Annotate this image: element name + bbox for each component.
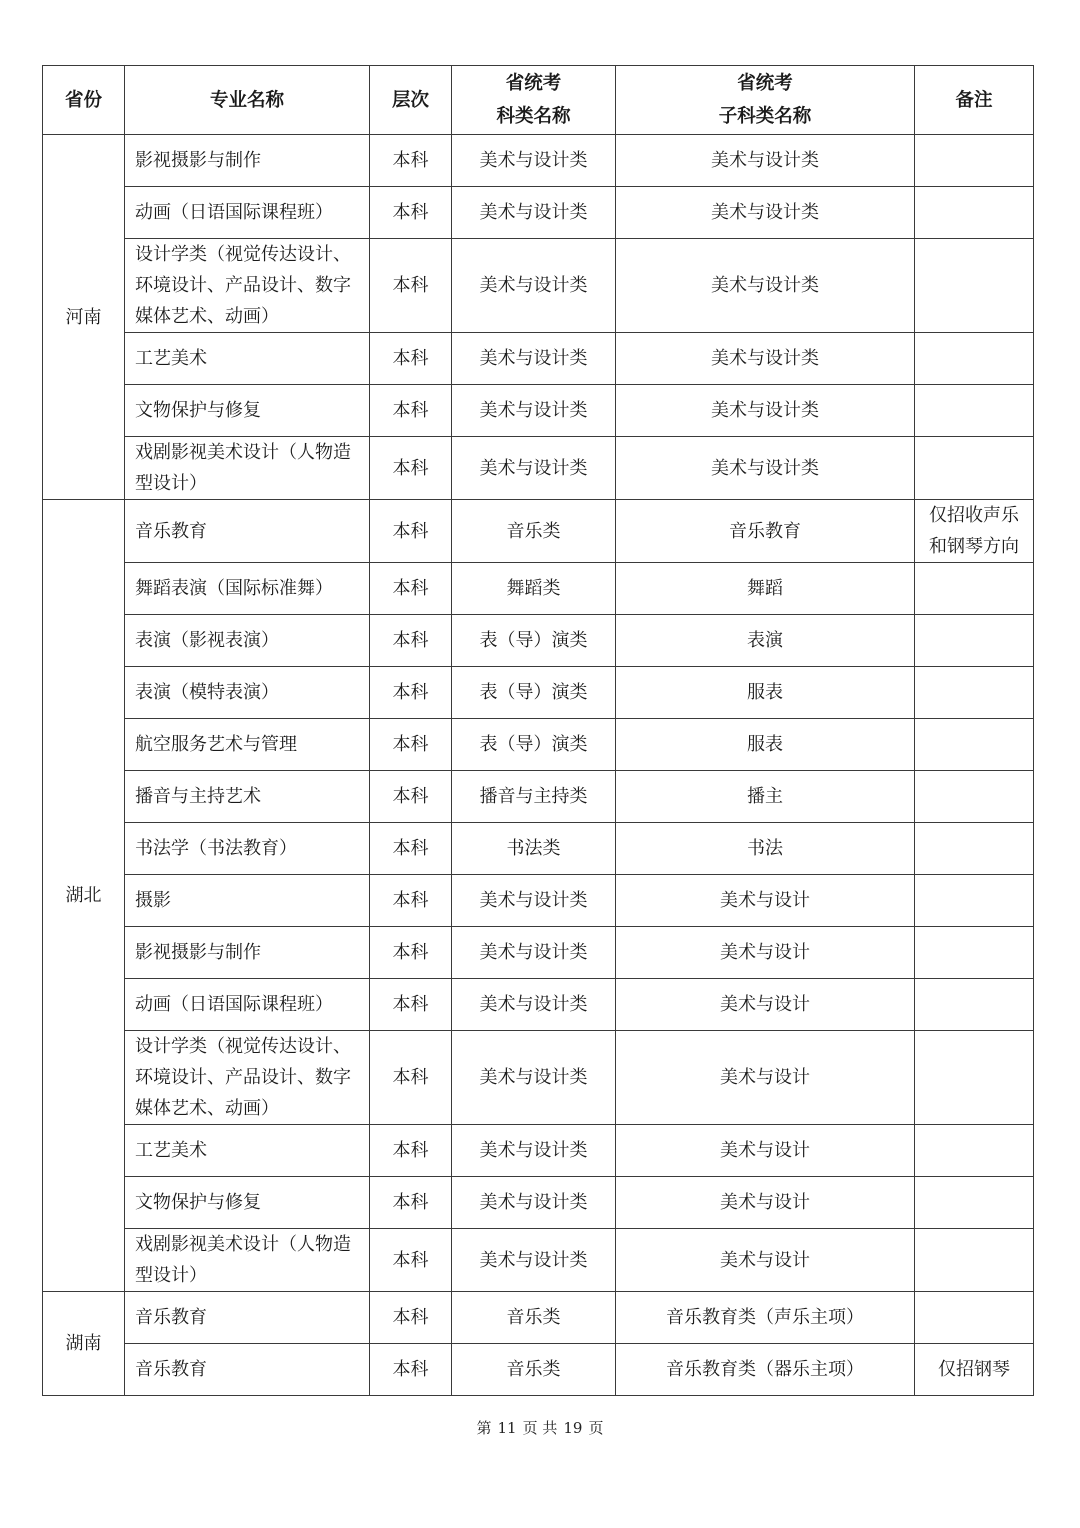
level-cell: 本科: [370, 823, 452, 875]
major-line: 动画（日语国际课程班）: [135, 202, 333, 223]
note-cell: [915, 875, 1034, 927]
major-line: 影视摄影与制作: [135, 150, 261, 171]
category-cell: 美术与设计类: [452, 385, 616, 437]
major-cell: [125, 719, 370, 771]
category-cell: 音乐类: [452, 1344, 616, 1396]
level-cell: 本科: [370, 1344, 452, 1396]
header-text: 科类名称: [496, 106, 571, 127]
major-cell: [125, 135, 370, 187]
admissions-table: [42, 65, 1034, 1396]
note-cell: [915, 927, 1034, 979]
category-cell: 舞蹈类: [452, 563, 616, 615]
major-cell: [125, 333, 370, 385]
subcategory-cell: 音乐教育类（器乐主项）: [616, 1344, 915, 1396]
major-cell: [125, 875, 370, 927]
header-subcategory: [616, 66, 915, 135]
table-row: [43, 135, 1034, 187]
footer-suffix: 页: [588, 1419, 604, 1437]
province-cell: 河南: [43, 135, 125, 500]
note-cell: [915, 1125, 1034, 1177]
category-cell: 表（导）演类: [452, 719, 616, 771]
subcategory-cell: 书法: [616, 823, 915, 875]
subcategory-cell: 音乐教育类（声乐主项）: [616, 1292, 915, 1344]
category-cell: 美术与设计类: [452, 1177, 616, 1229]
table-row: [43, 823, 1034, 875]
major-line: 表演（影视表演）: [135, 630, 279, 651]
category-cell: 美术与设计类: [452, 1125, 616, 1177]
header-text: 省统考: [737, 73, 793, 94]
major-cell: [125, 771, 370, 823]
subcategory-cell: 美术与设计: [616, 979, 915, 1031]
note-line: 仅招钢琴: [938, 1359, 1010, 1380]
footer-middle: 页 共: [522, 1419, 558, 1437]
major-line: 媒体艺术、动画）: [135, 1098, 279, 1119]
level-cell: 本科: [370, 1292, 452, 1344]
category-cell: 美术与设计类: [452, 927, 616, 979]
major-line: 环境设计、产品设计、数字: [135, 275, 351, 296]
category-cell: 美术与设计类: [452, 437, 616, 500]
header-note: [915, 66, 1034, 135]
major-line: 摄影: [135, 890, 171, 911]
major-line: 设计学类（视觉传达设计、: [135, 244, 351, 265]
page-footer: [0, 1417, 1080, 1438]
note-cell: [915, 1292, 1034, 1344]
category-cell: 美术与设计类: [452, 979, 616, 1031]
category-cell: 美术与设计类: [452, 1031, 616, 1125]
header-text: 省统考: [505, 73, 562, 94]
major-cell: [125, 1292, 370, 1344]
subcategory-cell: 美术与设计类: [616, 187, 915, 239]
subcategory-cell: 美术与设计类: [616, 135, 915, 187]
table-row: [43, 875, 1034, 927]
major-line: 文物保护与修复: [135, 400, 261, 421]
note-cell: [915, 333, 1034, 385]
note-cell: [915, 1031, 1034, 1125]
table-row: [43, 1177, 1034, 1229]
major-line: 表演（模特表演）: [135, 682, 279, 703]
major-line: 媒体艺术、动画）: [135, 306, 279, 327]
header-text: 层次: [391, 89, 429, 111]
major-cell: [125, 437, 370, 500]
category-cell: 美术与设计类: [452, 187, 616, 239]
note-cell: [915, 1177, 1034, 1229]
header-major: [125, 66, 370, 135]
table-row: [43, 719, 1034, 771]
level-cell: 本科: [370, 437, 452, 500]
major-line: 设计学类（视觉传达设计、: [135, 1036, 351, 1057]
subcategory-cell: 美术与设计: [616, 927, 915, 979]
table-row: [43, 615, 1034, 667]
category-cell: 表（导）演类: [452, 667, 616, 719]
note-cell: [915, 615, 1034, 667]
level-cell: 本科: [370, 615, 452, 667]
table-row: [43, 1031, 1034, 1125]
header-level: [370, 66, 452, 135]
subcategory-cell: 舞蹈: [616, 563, 915, 615]
major-cell: [125, 1125, 370, 1177]
note-cell: [915, 719, 1034, 771]
table-row: [43, 239, 1034, 333]
header-province: [43, 66, 125, 135]
category-cell: 美术与设计类: [452, 135, 616, 187]
header-text: 省份: [64, 89, 102, 111]
subcategory-cell: 表演: [616, 615, 915, 667]
note-cell: [915, 667, 1034, 719]
category-cell: 美术与设计类: [452, 1229, 616, 1292]
major-line: 音乐教育: [135, 520, 207, 542]
table-row: [43, 500, 1034, 563]
header-text: 子科类名称: [718, 106, 812, 127]
table-row: [43, 1229, 1034, 1292]
subcategory-cell: 音乐教育: [616, 500, 915, 563]
category-cell: 美术与设计类: [452, 875, 616, 927]
province-cell: 湖北: [43, 500, 125, 1292]
major-cell: [125, 187, 370, 239]
subcategory-cell: 美术与设计: [616, 1031, 915, 1125]
major-cell: [125, 615, 370, 667]
footer-prefix: 第: [476, 1419, 492, 1437]
major-line: 戏剧影视美术设计（人物造: [135, 442, 351, 463]
major-line: 文物保护与修复: [135, 1192, 261, 1213]
subcategory-cell: 美术与设计: [616, 1229, 915, 1292]
subcategory-cell: 美术与设计: [616, 1125, 915, 1177]
major-cell: [125, 1031, 370, 1125]
category-cell: 美术与设计类: [452, 239, 616, 333]
level-cell: 本科: [370, 667, 452, 719]
note-cell: [915, 1344, 1034, 1396]
table-body: [43, 135, 1034, 1396]
major-line: 型设计）: [135, 1265, 207, 1286]
major-line: 工艺美术: [135, 348, 207, 369]
note-cell: [915, 239, 1034, 333]
table-row: [43, 979, 1034, 1031]
major-line: 舞蹈表演（国际标准舞）: [135, 578, 333, 599]
header-text: 专业名称: [209, 89, 284, 111]
level-cell: 本科: [370, 875, 452, 927]
category-cell: 音乐类: [452, 500, 616, 563]
major-line: 音乐教育: [135, 1307, 207, 1328]
major-line: 动画（日语国际课程班）: [135, 994, 333, 1015]
major-cell: [125, 1177, 370, 1229]
major-line: 戏剧影视美术设计（人物造: [135, 1234, 351, 1255]
major-cell: [125, 823, 370, 875]
note-cell: [915, 823, 1034, 875]
major-line: 工艺美术: [135, 1140, 207, 1161]
level-cell: 本科: [370, 927, 452, 979]
subcategory-cell: 美术与设计类: [616, 385, 915, 437]
table-row: [43, 1344, 1034, 1396]
level-cell: 本科: [370, 385, 452, 437]
table-row: [43, 927, 1034, 979]
level-cell: 本科: [370, 979, 452, 1031]
note-cell: [915, 771, 1034, 823]
subcategory-cell: 美术与设计类: [616, 239, 915, 333]
subcategory-cell: 播主: [616, 771, 915, 823]
subcategory-cell: 美术与设计类: [616, 437, 915, 500]
major-cell: [125, 1344, 370, 1396]
major-line: 环境设计、产品设计、数字: [135, 1067, 351, 1088]
category-cell: 美术与设计类: [452, 333, 616, 385]
level-cell: 本科: [370, 563, 452, 615]
note-cell: [915, 135, 1034, 187]
major-cell: [125, 979, 370, 1031]
level-cell: 本科: [370, 333, 452, 385]
level-cell: 本科: [370, 771, 452, 823]
subcategory-cell: 美术与设计: [616, 875, 915, 927]
note-cell: [915, 437, 1034, 500]
category-cell: 书法类: [452, 823, 616, 875]
subcategory-cell: 美术与设计类: [616, 333, 915, 385]
level-cell: 本科: [370, 1229, 452, 1292]
level-cell: 本科: [370, 135, 452, 187]
header-text: 备注: [955, 89, 993, 111]
note-cell: [915, 1229, 1034, 1292]
table-row: [43, 437, 1034, 500]
level-cell: 本科: [370, 187, 452, 239]
header-row: [43, 66, 1034, 135]
subcategory-cell: 美术与设计: [616, 1177, 915, 1229]
level-cell: 本科: [370, 500, 452, 563]
note-cell: [915, 385, 1034, 437]
table-row: [43, 385, 1034, 437]
major-cell: [125, 500, 370, 563]
footer-page-number: 11: [497, 1419, 517, 1437]
footer-total-pages: 19: [563, 1419, 583, 1437]
level-cell: 本科: [370, 719, 452, 771]
category-cell: 表（导）演类: [452, 615, 616, 667]
note-cell: [915, 563, 1034, 615]
subcategory-cell: 服表: [616, 719, 915, 771]
note-cell: [915, 500, 1034, 563]
major-line: 航空服务艺术与管理: [135, 734, 297, 755]
level-cell: 本科: [370, 1125, 452, 1177]
level-cell: 本科: [370, 1031, 452, 1125]
table-row: [43, 667, 1034, 719]
note-line: 仅招收声乐: [929, 505, 1019, 526]
note-cell: [915, 187, 1034, 239]
header-category: [452, 66, 616, 135]
level-cell: 本科: [370, 239, 452, 333]
major-cell: [125, 667, 370, 719]
major-cell: [125, 239, 370, 333]
major-line: 音乐教育: [135, 1359, 207, 1380]
major-cell: [125, 563, 370, 615]
category-cell: 音乐类: [452, 1292, 616, 1344]
category-cell: 播音与主持类: [452, 771, 616, 823]
subcategory-cell: 服表: [616, 667, 915, 719]
table-row: [43, 1125, 1034, 1177]
table-row: [43, 333, 1034, 385]
table-row: [43, 563, 1034, 615]
major-cell: [125, 927, 370, 979]
level-cell: 本科: [370, 1177, 452, 1229]
note-line: 和钢琴方向: [929, 536, 1019, 557]
major-line: 型设计）: [135, 473, 207, 494]
table-row: [43, 187, 1034, 239]
note-cell: [915, 979, 1034, 1031]
province-cell: 湖南: [43, 1292, 125, 1396]
major-cell: [125, 1229, 370, 1292]
major-cell: [125, 385, 370, 437]
major-line: 影视摄影与制作: [135, 942, 261, 963]
major-line: 播音与主持艺术: [135, 786, 261, 807]
table-row: [43, 1292, 1034, 1344]
table-row: [43, 771, 1034, 823]
major-line: 书法学（书法教育）: [135, 838, 297, 859]
